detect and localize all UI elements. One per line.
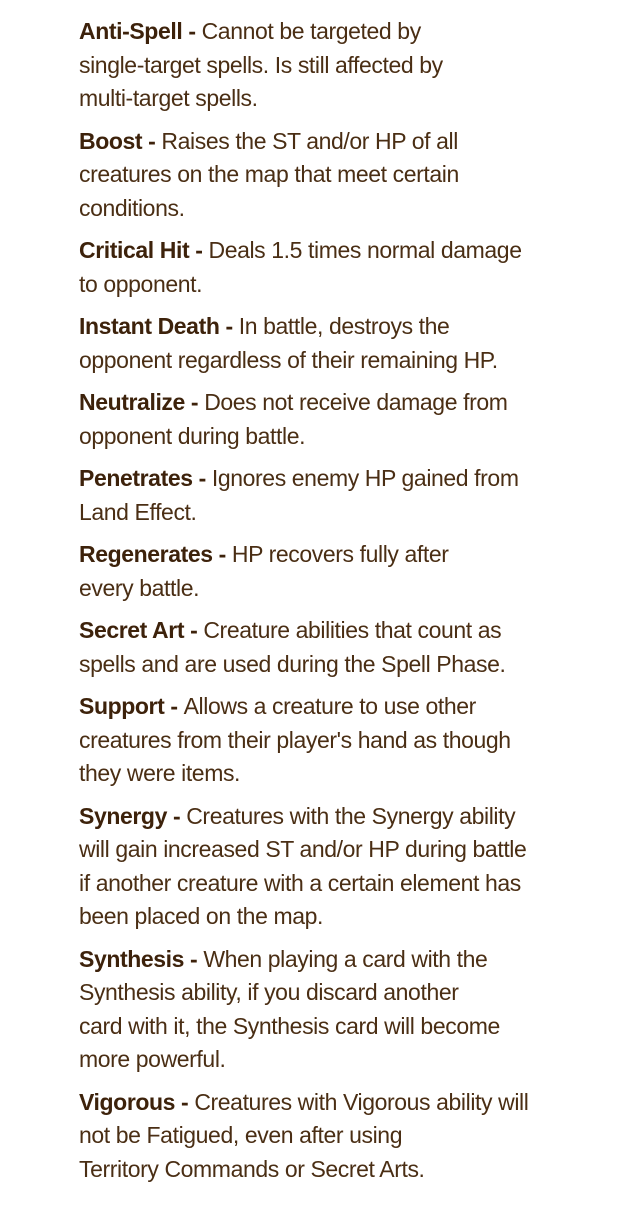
description-line: if another creature with a certain element has	[79, 869, 521, 896]
description-line: every battle.	[79, 574, 200, 601]
term: Synthesis	[79, 945, 185, 972]
description-line: not be Fatigued, even after using	[79, 1122, 403, 1148]
term: Synergy	[79, 802, 167, 829]
term: Vigorous	[79, 1088, 176, 1115]
glossary-entry-synergy	[79, 800, 559, 934]
description-line: multi-target spells.	[79, 85, 258, 111]
separator: -	[189, 237, 209, 263]
separator: -	[182, 18, 202, 44]
glossary-entry-neutralize	[79, 386, 559, 453]
glossary-entry-anti-spell	[79, 15, 559, 116]
glossary-entry-critical-hit	[79, 234, 559, 301]
description-line: Does not receive damage from	[204, 389, 508, 415]
glossary-entry-instant-death	[79, 310, 559, 377]
description-line: Creatures with Vigorous ability will	[194, 1088, 529, 1115]
description-line: Land Effect.	[79, 498, 197, 525]
term: Regenerates	[79, 541, 213, 567]
separator: -	[175, 1088, 195, 1115]
term: Instant Death	[79, 313, 220, 339]
description-line: conditions.	[79, 194, 185, 221]
glossary-entry-synthesis	[79, 943, 559, 1077]
term: Penetrates	[79, 465, 193, 491]
description-line: they were items.	[79, 760, 241, 786]
description-line: been placed on the map.	[79, 903, 323, 929]
separator: -	[184, 617, 204, 643]
glossary-entry-boost	[79, 125, 559, 226]
glossary-entry-penetrates	[79, 462, 559, 529]
ability-glossary	[79, 15, 559, 1195]
description-line: When playing a card with the	[203, 945, 488, 972]
description-line: Allows a creature to use other	[183, 693, 476, 719]
term: Boost	[79, 127, 143, 154]
description-line: Ignores enemy HP gained from	[211, 465, 519, 491]
term: Secret Art	[79, 617, 185, 643]
separator: -	[219, 313, 239, 339]
description-line: opponent regardless of their remaining HP.	[79, 346, 498, 373]
description-line: HP recovers fully after	[231, 541, 449, 567]
description-line: Territory Commands or Secret Arts.	[79, 1155, 425, 1182]
separator: -	[184, 389, 205, 415]
glossary-entry-regenerates	[79, 538, 559, 605]
description-line: to opponent.	[79, 270, 203, 297]
description-line: spells and are used during the Spell Phase.	[79, 650, 506, 677]
description-line: In battle, destroys the	[238, 313, 450, 339]
description-line: will gain increased ST and/or HP during battle	[79, 836, 527, 862]
description-line: Cannot be targeted by	[201, 18, 421, 44]
separator: -	[192, 465, 212, 491]
glossary-entry-vigorous	[79, 1086, 559, 1187]
description-line: creatures on the map that meet certain	[79, 161, 459, 187]
description-line: Synthesis ability, if you discard another	[79, 979, 459, 1005]
separator: -	[166, 802, 187, 829]
glossary-entry-secret-art	[79, 614, 559, 681]
description-line: single-target spells. Is still affected by	[79, 51, 443, 78]
description-line: Deals 1.5 times normal damage	[208, 237, 522, 263]
description-line: creatures from their player's hand as though	[79, 726, 511, 753]
term: Critical Hit	[79, 237, 190, 263]
separator: -	[164, 693, 184, 719]
separator: -	[142, 127, 162, 154]
description-line: Creature abilities that count as	[203, 617, 502, 643]
separator: -	[212, 541, 232, 567]
description-line: Creatures with the Synergy ability	[186, 802, 516, 829]
separator: -	[184, 945, 204, 972]
description-line: Raises the ST and/or HP of all	[161, 127, 458, 154]
glossary-entry-support	[79, 690, 559, 791]
term: Support	[79, 693, 165, 719]
term: Neutralize	[79, 389, 185, 415]
description-line: card with it, the Synthesis card will become	[79, 1012, 500, 1039]
term: Anti-Spell	[79, 18, 183, 44]
description-line: opponent during battle.	[79, 422, 306, 449]
description-line: more powerful.	[79, 1046, 226, 1072]
